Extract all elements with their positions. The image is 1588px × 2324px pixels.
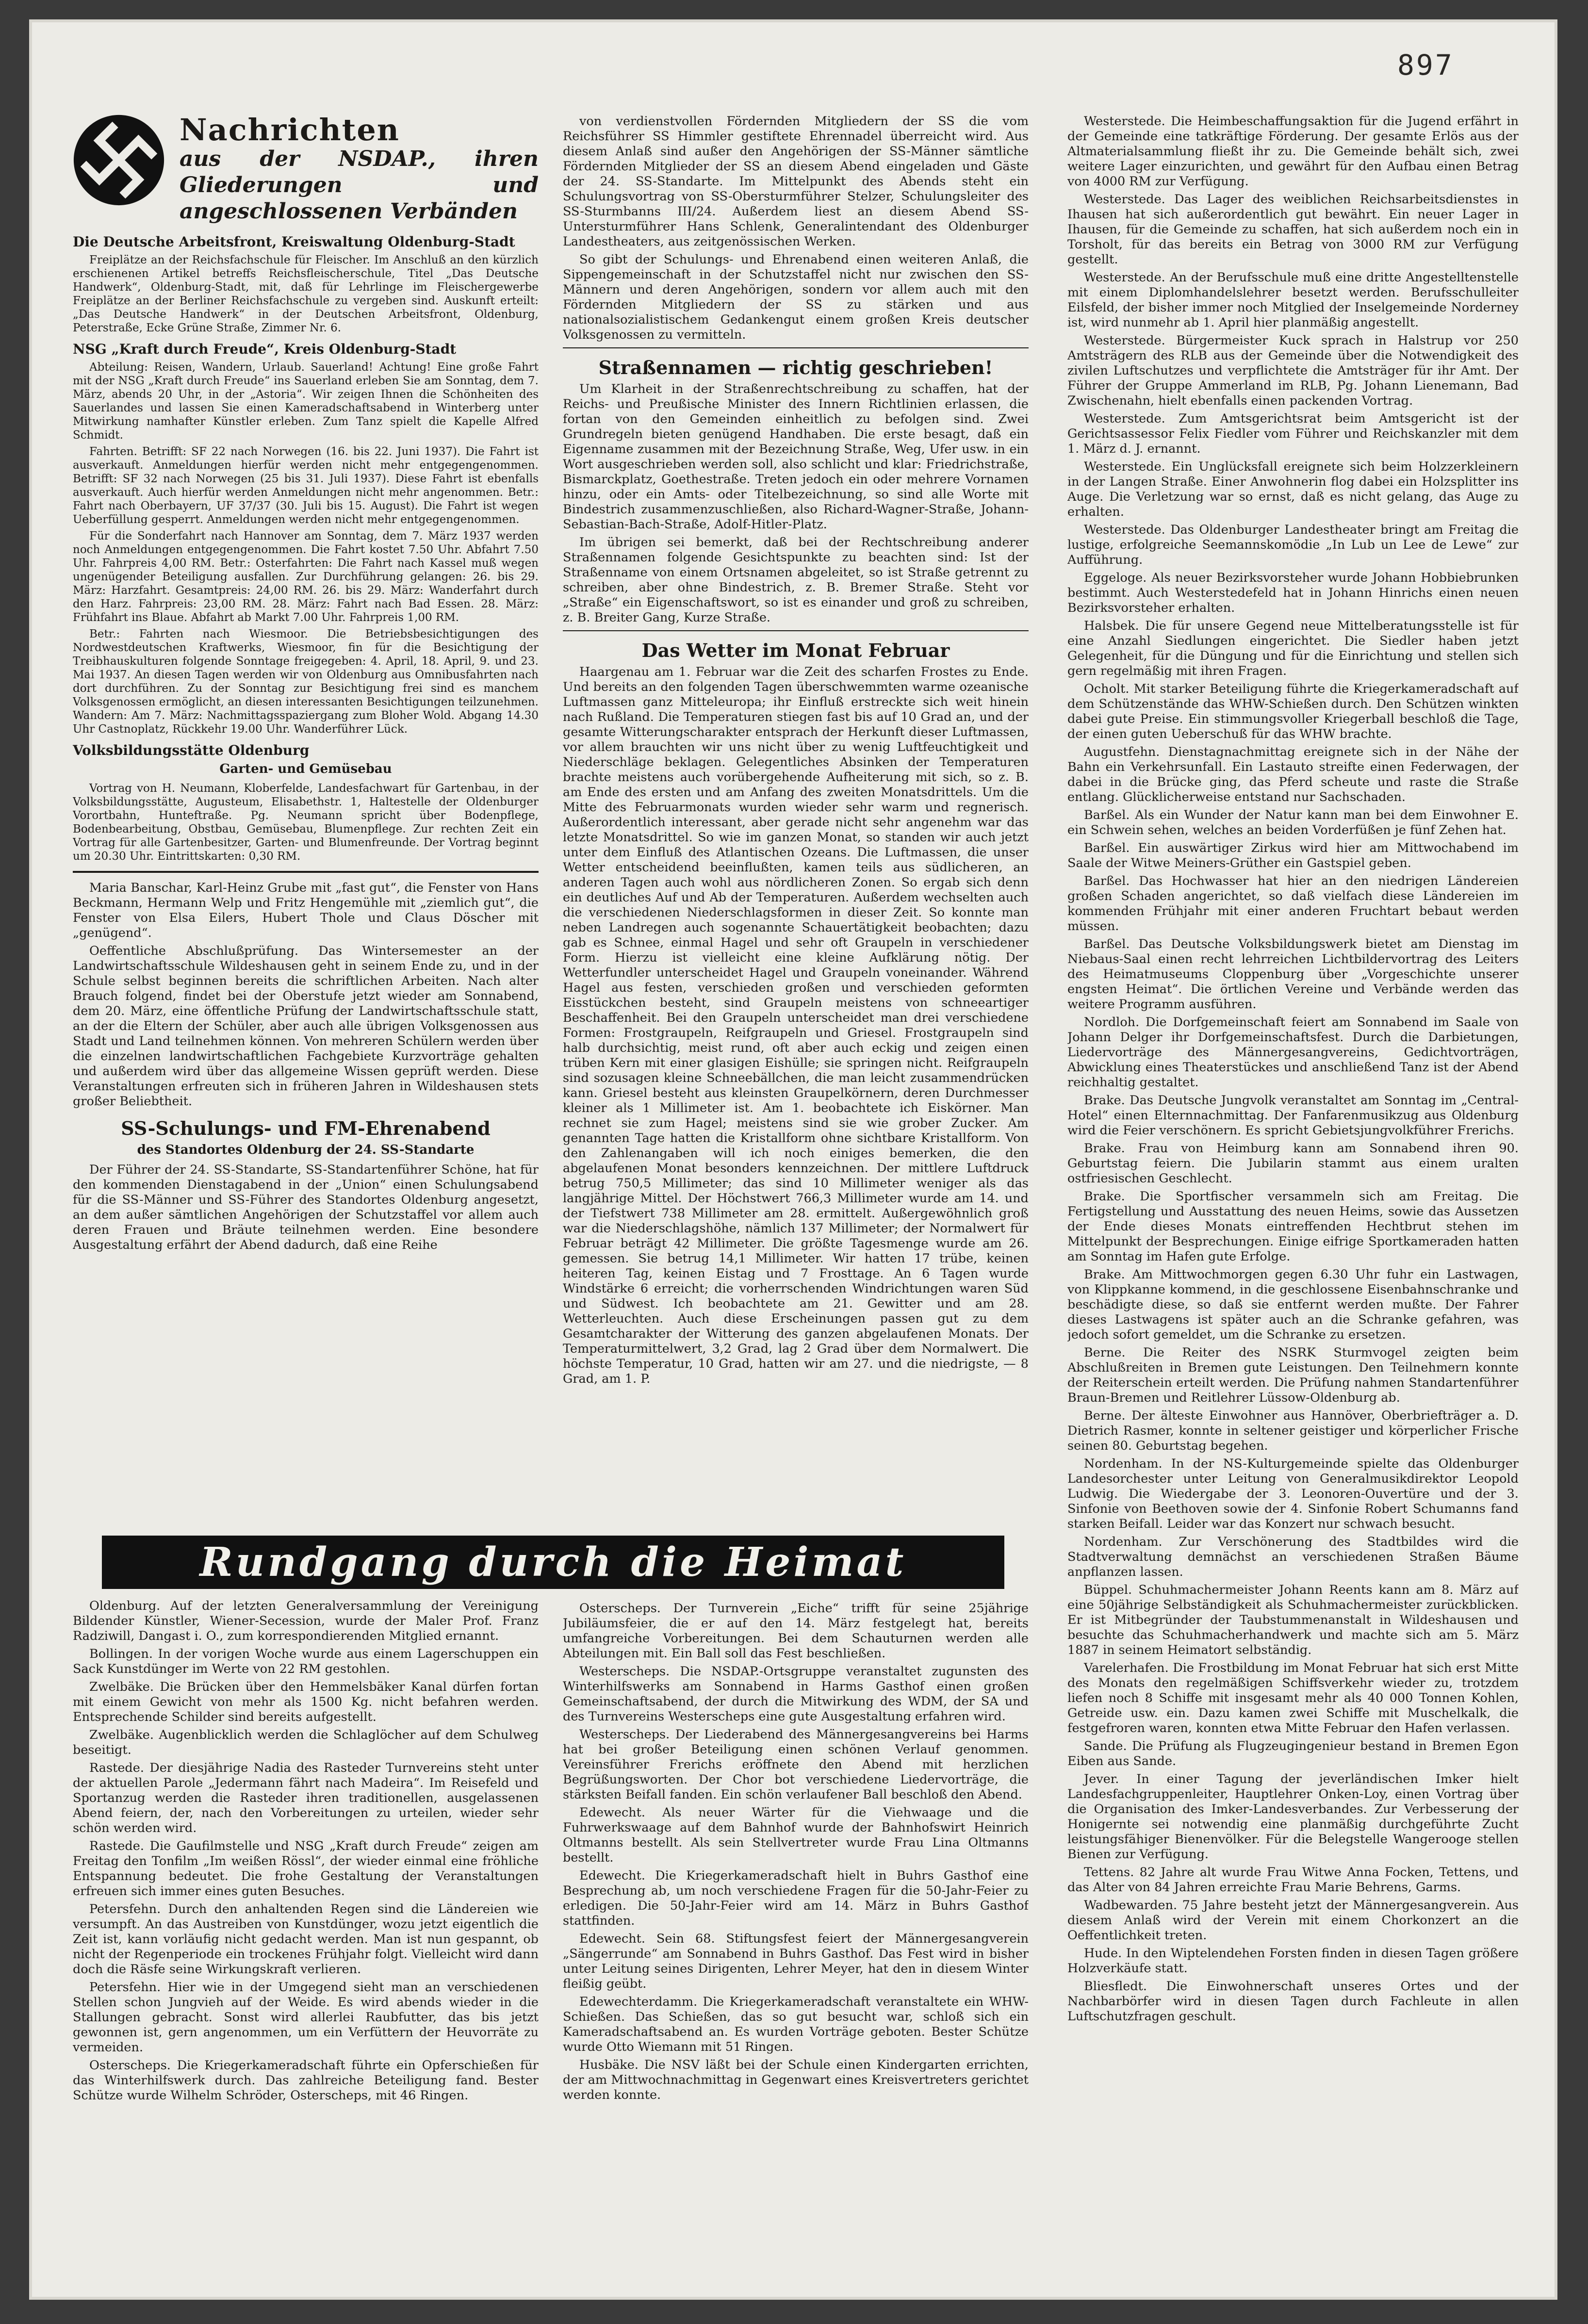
kdf-paragraph-2: Fahrten. Betrifft: SF 22 nach Norwegen (16. bis 22. Juni 1937). Die Fahrt ist ausverkauft. Anmeldungen hierfür werden nicht mehr entgegengenommen. Betrifft: SF 32 nach Norwegen (25 bis 31. Juli 1937). Diese Fahrt ist ebenfalls ausverkauft. Auch hierfür werden Anmeldungen nicht mehr angenommen. Betr.: Fahrt nach Oberbayern, UF 37/37 (30. Juli bis 15. August). Die Fahrt ist wegen Ueberfüllung gesperrt. Anmeldungen werden nicht mehr entgegengenommen. xyxy=(73,445,539,526)
weather-heading: Das Wetter im Monat Februar xyxy=(641,639,950,661)
column-3 xyxy=(1067,114,1519,2225)
ss-paragraph: Der Führer der 24. SS-Standarte, SS-Standartenführer Schöne, hat für den kommenden Dienstagabend in der „Union“ einen Schulungsabend für die SS-Männer und SS-Führer des Standortes Oldenburg angesetzt, an dem außer sämtlichen Angehörigen der Schutzstaffel vor allem auch deren Frauen und Bräute teilnehmen werden. Eine besondere Ausgestaltung erfährt der Abend dadurch, daß eine Reihe xyxy=(73,1162,539,1252)
local-news-item: Eggeloge. Als neuer Bezirksvorsteher wurde Johann Hobbiebrunken bestimmt. Auch Westerstedefeld hat in Johann Hinrichs einen neuen Bezirksvorsteher erhalten. xyxy=(1067,571,1519,615)
local-news-item: Edewecht. Die Kriegerkameradschaft hielt in Buhrs Gasthof eine Besprechung ab, um noch verschiedene Fragen für die 50-Jahr-Feier zu erledigen. Die 50-Jahr-Feier wird am 14. März in Buhrs Gasthof stattfinden. xyxy=(563,1868,1029,1928)
local-news-item: Bollingen. In der vorigen Woche wurde aus einem Lagerschuppen ein Sack Kunstdünger im Werte von 22 RM gestohlen. xyxy=(73,1647,539,1676)
local-news-item: Barßel. Das Hochwasser hat hier an den niedrigen Ländereien großen Schaden angerichtet, so daß vielfach diese Ländereien im kommenden Frühjahr mit einer anderen Fruchtart bebaut werden müssen. xyxy=(1067,874,1519,933)
local-news-item: Edewecht. Sein 68. Stiftungsfest feiert der Männergesangverein „Sängerrunde“ am Sonnabend in Buhrs Gasthof. Das Fest wird in bisher unter Leitung seines Dirigenten, Lehrer Meyer, hat den in diesem Winter fleißig geübt. xyxy=(563,1931,1029,1991)
local-news-item: Westerscheps. Der Liederabend des Männergesangvereins bei Harms hat bei großer Beteiligung einen schönen Verlauf genommen. Vereinsführer Frerichs eröffnete den Abend mit herzlichen Begrüßungsworten. Der Chor bot verschiedene Liedervorträge, die stärksten Beifall fanden. Ein schön verlaufener Ball beschloß den Abend. xyxy=(563,1727,1029,1802)
local-news-item: Westerstede. Die Heimbeschaffungsaktion für die Jugend erfährt in der Gemeinde eine tatkräftige Förderung. Der gesamte Erlös aus der Altmaterialsammlung fließt ihr zu. Die Gemeinde behält sich, zwei weitere Lager einzurichten, und gewährt für den Aufbau einen Betrag von 4000 RM zur Verfügung. xyxy=(1067,114,1519,189)
local-news-item: Nordenham. Zur Verschönerung des Stadtbildes wird die Stadtverwaltung demnächst an verschiedenen Straßen Bäume anpflanzen lassen. xyxy=(1067,1535,1519,1579)
local-news-item: Westerstede. Das Oldenburger Landestheater bringt am Freitag die lustige, erfolgreiche Seemannskomödie „In Lub un Lee de Lewe“ zur Aufführung. xyxy=(1067,523,1519,567)
local-news-item: Petersfehn. Hier wie in der Umgegend sieht man an verschiedenen Stellen schon Jungvieh auf der Weide. Es wird abends wieder in die Stallungen gebracht. Sonst wird allerlei Raubfutter, das bis jetzt gewonnen ist, gern angenommen, um ein Verfüttern der Heuvorräte zu vermeiden. xyxy=(73,1980,539,2055)
lower-column-2 xyxy=(563,1601,1029,2251)
local-news-item: Osterscheps. Die Kriegerkameradschaft führte ein Opferschießen für das Winterhilfswerk durch. Das zahlreiche Beteiligung fand. Bester Schütze wurde Wilhelm Schröder, Osterscheps, mit 46 Ringen. xyxy=(73,2058,539,2103)
local-news-item: Oldenburg. Auf der letzten Generalversammlung der Vereinigung Bildender Künstler, Wiener-Secession, wurde der Maler Prof. Franz Radziwill, Dangast i. O., zum korrespondierenden Mitglied ernannt. xyxy=(73,1599,539,1643)
section-divider xyxy=(563,347,1029,348)
streets-paragraph-1: Um Klarheit in der Straßenrechtschreibung zu schaffen, hat der Reichs- und Preußische Minister des Innern Richtlinien erlassen, die fortan von den Gemeinden einheitlich zu befolgen sind. Zwei Grundregeln bieten genügend Handhaben. Die erste besagt, daß ein Eigenname zusammen mit der Bezeichnung Straße, Weg, Ufer usw. in ein Wort ausgeschrieben werden soll, also schlicht und klar: Friedrichstraße, Bismarckplatz, Goethestraße. Treten jedoch ein oder mehrere Vornamen hinzu, oder ein Amts- oder Titelbezeichnung, so sind alle Worte mit Bindestrich zusammenzuschließen, also Richard-Wagner-Straße, Johann-Sebastian-Bach-Straße, Adolf-Hitler-Platz. xyxy=(563,382,1029,532)
streets-paragraph-2: Im übrigen sei bemerkt, daß bei der Rechtschreibung anderer Straßennamen folgende Gesichtspunkte zu beachten sind: Ist der Straßenname von einem Ortsnamen abgeleitet, so ist Straße getrennt zu schreiben, aber ohne Bindestrich, z. B. Bremer Straße. Steht vor „Straße“ ein Eigenschaftswort, so ist es einander und groß zu schreiben, z. B. Breiter Gang, Kurze Straße. xyxy=(563,535,1029,625)
local-news-item: Nordloh. Die Dorfgemeinschaft feiert am Sonnabend im Saale von Johann Delger ihr Dorfgemeinschaftsfest. Durch die Darbietungen, Liedervorträge des Männergesangvereins, Gedichtvorträgen, Abwicklung eines Theaterstückes und anschließend Tanz ist der Abend reichhaltig gestaltet. xyxy=(1067,1015,1519,1090)
local-news-item: Jever. In einer Tagung der jeverländischen Imker hielt Landesfachgruppenleiter, Hauptlehrer Onken-Loy, einen Vortrag über die Organisation des Imker-Landesverbandes. Zur Verbesserung der Honigernte sei notwendig eine planmäßig durchgeführte Zucht leistungsfähiger Bienenvölker. Für die Belegstelle Wangerooge stellen Bienen zur Verfügung. xyxy=(1067,1772,1519,1862)
column-2 xyxy=(563,114,1029,1400)
local-news-item: Rastede. Die Gaufilmstelle und NSG „Kraft durch Freude“ zeigen am Freitag den Tonfilm „Im weißen Rössl“, der wieder einmal eine fröhliche Entspannung bedeutet. Die frohe Gestaltung der Veranstaltungen erfreuen sich immer eines guten Besuches. xyxy=(73,1839,539,1898)
local-news-item: Westerstede. Zum Amtsgerichtsrat beim Amtsgericht ist der Gerichtsassessor Felix Fiedler vom Führer und Reichskanzler mit dem 1. März d. J. ernannt. xyxy=(1067,411,1519,456)
local-news-item: Brake. Frau von Heimburg kann am Sonnabend ihren 90. Geburtstag feiern. Die Jubilarin stammt aus einem uralten ostfriesischen Geschlecht. xyxy=(1067,1141,1519,1186)
local-news-item: Halsbek. Die für unsere Gegend neue Mittelberatungsstelle ist für eine Anzahl Siedlungen eingerichtet. Die Siedler haben jetzt Gelegenheit, für die Düngung und für die Einrichtung und stellen sich gern regelmäßig mit ihren Fragen. xyxy=(1067,619,1519,678)
local-news-item: Osterscheps. Der Turnverein „Eiche“ trifft für seine 25jährige Jubiläumsfeier, die er auf den 14. März festgelegt hat, bereits umfangreiche Vorbereitungen. Bei dem Schauturnen werden alle Abteilungen mit. Ein Ball soll das Fest beschließen. xyxy=(563,1601,1029,1661)
local-news-item: Barßel. Als ein Wunder der Natur kann man bei dem Einwohner E. ein Schwein sehen, welches an beiden Vorderfüßen je fünf Zehen hat. xyxy=(1067,808,1519,837)
vbs-heading: Volksbildungsstätte Oldenburg xyxy=(73,742,310,758)
local-news-item: Brake. Am Mittwochmorgen gegen 6.30 Uhr fuhr ein Lastwagen, von Klippkanne kommend, in die geschlossene Eisenbahnschranke und beschädigte diese, so daß sie entfernt werden mußte. Der Fahrer dieses Lastwagens ist später auch an die Schranke gefahren, was jedoch sofort gemeldet, um die Schranke zu ersetzen. xyxy=(1067,1267,1519,1342)
local-news-item: Ocholt. Mit starker Beteiligung führte die Kriegerkameradschaft auf dem Schützenstände das WHW-Schießen durch. Den Schützen winkten dabei gute Preise. Ein stimmungsvoller Kriegerball beschloß die Tage, der einen guten Ueberschuß für das WHW brachte. xyxy=(1067,682,1519,741)
school-paragraph-1: Maria Banschar, Karl-Heinz Grube mit „fast gut“, die Fenster von Hans Beckmann, Hermann Welp und Fritz Hengemühle mit „ziemlich gut“, die Fenster von Elsa Eilers, Hubert Thole und Claus Döscher mit „genügend“. xyxy=(73,881,539,940)
masthead-subtitle: aus der NSDAP., ihren Gliederungen und angeschlossenen Verbänden xyxy=(180,147,539,224)
kdf-paragraph-1: Abteilung: Reisen, Wandern, Urlaub. Sauerland! Achtung! Eine große Fahrt mit der NSG „Kraft durch Freude“ ins Sauerland erleben Sie am Sonntag, dem 7. März, abends 20 Uhr, in der „Astoria“. Wir zeigen Ihnen die Schönheiten des Sauerlandes und lassen Sie einen Kameradschaftsabend in Winterberg unter Mitwirkung namhafter Künstler erleben. Zum Tanz spielt die Kapelle Alfred Schmidt. xyxy=(73,361,539,442)
weather-paragraph: Haargenau am 1. Februar war die Zeit des scharfen Frostes zu Ende. Und bereits an den folgenden Tagen überschwemmten warme ozeanische Luftmassen ganz Mitteleuropa; ihr Einfluß erstreckte sich weit hinein nach Rußland. Die Temperaturen stiegen fast bis auf 10 Grad an, und der gesamte Witterungscharakter entsprach der Herkunft dieser Luftmassen, vor allem brauchten wir uns nicht über zu wenig Luftfeuchtigkeit und Niederschläge beklagen. Gelegentliches Absinken der Temperaturen brachte meistens auch vorübergehende Aufheiterung mit sich, so z. B. am Ende des ersten und am Anfang des zweiten Monatsdrittels. Um die Mitte des Februarmonats wurden wieder sehr warm und regnerisch. Außerordentlich interessant, aber gerade nicht sehr angenehm war das letzte Monatsdrittel. So wie im ganzen Monat, so standen wir auch jetzt unter dem Einfluß des Atlantischen Ozeans. Die Luftmassen, die unser Wetter entscheidend beeinflußten, kamen teils aus südlicheren, an anderen Tagen auch wohl aus nördlicheren Zonen. So ergab sich denn ein deutliches Auf und Ab der Temperaturen. Außerdem wechselten auch die verschiedenen Niederschlagsformen in dieser Zeit. So konnte man neben Landregen auch sogenannte Schauertätigkeit beobachten; dazu gab es Schnee, einmal Hagel und sehr oft Graupeln in verschiedener Form. Hierzu ist vielleicht eine kleine Aufklärung nötig. Der Wetterfundler unterscheidet Hagel und Graupeln voneinander. Während Hagel aus festen, verschieden großen und verschieden geformten Eisstückchen besteht, sind Graupeln meistens von schneeartiger Beschaffenheit. Bei den Graupeln unterscheidet man drei verschiedene Formen: Frostgraupeln, Reifgraupeln und Griesel. Frostgraupeln sind halb durchsichtig, meist rund, oft aber auch eckig und zeigen einen trüben Kern mit einer glasigen Eishülle; sie springen nicht. Reifgraupeln sind sozusagen kleine Schneebällchen, die man leicht zusammendrücken kann. Griesel besteht aus kleinsten Graupelkörnern, deren Durchmesser kleiner als 1 Millimeter ist. Am 1. beobachtete ich Eiskörner. Man rechnet sie zum Hagel; meistens sind sie wie grober Zucker. Am genannten Tage hatten die Kristallform ohne sichtbare Kristallform. Von den Zahlenangaben will ich noch einiges bemerken, die den abgelaufenen Monat besonders kennzeichnen. Der mittlere Luftdruck betrug 750,5 Millimeter; das sind 10 Millimeter weniger als das langjährige Mittel. Der Höchstwert 766,3 Millimeter wurde am 14. und der Tiefstwert 738 Millimeter am 28. ermittelt. Außergewöhnlich groß war die Niederschlagshöhe, nämlich 137 Millimeter; der Normalwert für Februar beträgt 42 Millimeter. Die größte Tagesmenge wurde am 26. gemessen. Sie betrug 14,1 Millimeter. Wir hatten 17 trübe, keinen heiteren Tag, keinen Eistag und 7 Frosttage. An 6 Tagen wurde Windstärke 6 erreicht; die vorherrschenden Windrichtungen waren Süd und Südwest. Ich beobachtete am 21. Gewitter und am 28. Wetterleuchten. Auch diese Erscheinungen passen gut zu dem Gesamtcharakter der Witterung des ganzen abgelaufenen Monats. Der Temperaturmittelwert, 3,2 Grad, lag 2 Grad über dem Normalwert. Die höchste Temperatur, 10 Grad, hatten wir am 27. und die niedrigste, — 8 Grad, am 1. P. xyxy=(563,665,1029,1386)
local-news-item: Brake. Das Deutsche Jungvolk veranstaltet am Sonntag im „Central-Hotel“ einen Elternnachmittag. Der Fanfarenmusikzug aus Oldenburg wird die Feier verschönern. Es spricht Gebietsjungvolkführer Frerichs. xyxy=(1067,1093,1519,1138)
local-news-item: Wadbewarden. 75 Jahre besteht jetzt der Männergesangverein. Aus diesem Anlaß wird der Verein mit einem Chorkonzert an die Oeffentlichkeit treten. xyxy=(1067,1898,1519,1943)
local-news-item: Westerscheps. Die NSDAP.-Ortsgruppe veranstaltet zugunsten des Winterhilfswerks am Sonnabend in Harms Gasthof einen großen Gemeinschaftsabend, der durch die Mitwirkung des WDM, der SA und des Turnvereins Westerscheps eine gute Ausgestaltung erfahren wird. xyxy=(563,1664,1029,1724)
school-paragraph-2: Oeffentliche Abschlußprüfung. Das Wintersemester an der Landwirtschaftsschule Wildeshausen geht in seinem Ende zu, und in der Schule selbst beginnen bereits die schriftlichen Arbeiten. Nach alter Brauch folgend, findet bei der Oberstufe jetzt wieder am Sonnabend, dem 20. März, eine öffentliche Prüfung der Landwirtschaftsschule statt, an der die Eltern der Schüler, aber auch alle übrigen Volksgenossen aus Stadt und Land teilnehmen können. Von mehreren Schülern werden über die einzelnen landwirtschaftlichen Fachgebiete Kurzvorträge gehalten und außerdem wird über das allgemeine Wissen geprüft werden. Diese Veranstaltungen erfreuten sich in früheren Jahren in Wildeshausen stets großer Beliebtheit. xyxy=(73,944,539,1109)
local-news-item: Barßel. Das Deutsche Volksbildungswerk bietet am Dienstag im Niebaus-Saal einen recht lehrreichen Lichtbildervortrag des Leiters des Heimatmuseums Cloppenburg über „Vorgeschichte unserer engsten Heimat“. Die örtlichen Vereine und Verbände werden das weitere Programm ausführen. xyxy=(1067,937,1519,1012)
local-news-item: Westerstede. Ein Unglücksfall ereignete sich beim Holzzerkleinern in der Langen Straße. Einer Anwohnerin flog dabei ein Holzsplitter ins Auge. Die Verletzung war so ernst, daß es nicht gelang, das Auge zu erhalten. xyxy=(1067,459,1519,519)
local-news-item: Bliesfledt. Die Einwohnerschaft unseres Ortes und der Nachbarbörfer wird in diesen Tagen durch Fachleute in allen Luftschutzfragen geschult. xyxy=(1067,1979,1519,2024)
local-news-item: Zwelbäke. Augenblicklich werden die Schlaglöcher auf dem Schulweg beseitigt. xyxy=(73,1728,539,1757)
section-banner: Rundgang durch die Heimat xyxy=(102,1536,1004,1589)
local-news-item: Husbäke. Die NSV läßt bei der Schule einen Kindergarten errichten, der am Mittwochnachmittag in Gegenwart eines Kreisvertreters gerichtet werden konnte. xyxy=(563,2058,1029,2102)
local-news-item: Rastede. Der diesjährige Nadia des Rasteder Turnvereins steht unter der aktuellen Parole „Jedermann fährt nach Madeira“. Im Reisefeld und Sportanzug werden die Rasteder ihren traditionellen, ausgelassenen Abend feiern, der, nach den Vorbereitungen zu urteilen, wieder sehr schön werden wird. xyxy=(73,1761,539,1835)
ss-heading: SS-Schulungs- und FM-Ehrenabend xyxy=(121,1117,491,1139)
lower-column-1 xyxy=(73,1599,539,2249)
local-news-item: Tettens. 82 Jahre alt wurde Frau Witwe Anna Focken, Tettens, und das Alter von 84 Jahren erreichte Frau Marie Behrens, Garms. xyxy=(1067,1865,1519,1895)
local-news-item: Berne. Die Reiter des NSRK Sturmvogel zeigten beim Abschlußreiten in Bremen gute Leistungen. Den Teilnehmern konnte der Reiterschein erteilt werden. Die Prüfung nahmen Standartenführer Braun-Bremen und Reitlehrer Lüssow-Oldenburg ab. xyxy=(1067,1345,1519,1405)
ss-continued-paragraph-2: So gibt der Schulungs- und Ehrenabend einen weiteren Anlaß, die Sippengemeinschaft in der Schutzstaffel nicht nur zwischen den SS-Männern und deren Angehörigen, sondern vor allem auch mit den Fördernden Mitgliedern der SS zu stärken und aus nationalsozialistischem Gedankengut einem großen Kreis deutscher Volksgenossen zu vermitteln. xyxy=(563,252,1029,342)
kdf-paragraph-3: Für die Sonderfahrt nach Hannover am Sonntag, dem 7. März 1937 werden noch Anmeldungen entgegengenommen. Die Fahrt kostet 7.50 Uhr. Abfahrt 7.50 Uhr. Fahrpreis 4,00 RM. Betr.: Osterfahrten: Die Fahrt nach Kassel muß wegen ungenügender Beteiligung ausfallen. Zur Durchführung gelangen: 26. bis 29. März: Harzfahrt. Gesamtpreis: 24,00 RM. 26. bis 29. März: Wanderfahrt durch den Harz. Fahrpreis: 23,00 RM. 28. März: Fahrt nach Bad Essen. 28. März: Frühfahrt ins Blaue. Abfahrt ab Markt 7.00 Uhr. Fahrpreis 1,00 RM. xyxy=(73,530,539,624)
masthead xyxy=(73,114,539,225)
local-news-item: Varelerhafen. Die Frostbildung im Monat Februar hat sich erst Mitte des Monats den regelmäßigen Schiffsverkehr wieder zu, trotzdem liefen noch 8 Schiffe mit insgesamt mehr als 40 000 Tonnen Kohlen, Getreide usw. ein. Dazu kamen zwei Schiffe mit Muschelkalk, die festgefroren waren, konnten etwa Mitte Februar den Hafen verlassen. xyxy=(1067,1661,1519,1735)
masthead-title: Nachrichten xyxy=(180,114,400,147)
daf-heading: Die Deutsche Arbeitsfront, Kreiswaltung Oldenburg-Stadt xyxy=(73,234,515,250)
streets-heading: Straßennamen — richtig geschrieben! xyxy=(598,357,993,378)
local-news-item: Edewecht. Als neuer Wärter für die Viehwaage und die Fuhrwerkswaage auf dem Bahnhof wurde der Bahnhofswirt Heinrich Oltmanns bestellt. Als sein Stellvertreter wurde Frau Lina Oltmanns bestellt. xyxy=(563,1805,1029,1865)
local-news-item: Büppel. Schuhmachermeister Johann Reents kann am 8. März auf eine 50jährige Selbständigkeit als Schuhmachermeister zurückblicken. Er ist Mitbegründer der Taubstummenanstalt in Wildeshausen und besuchte das Schuhmacherhandwerk und machte sich am 5. März 1887 in seinem Heimatort selbständig. xyxy=(1067,1583,1519,1657)
local-news-item: Augustfehn. Dienstagnachmittag ereignete sich in der Nähe der Bahn ein Verkehrsunfall. Ein Lastauto streifte einen Federwagen, der dabei in die Brücke ging, das Pferd scheute und raste die Straße entlang. Glücklicherweise entstand nur Sachschaden. xyxy=(1067,745,1519,804)
local-news-item: Brake. Die Sportfischer versammeln sich am Freitag. Die Fertigstellung und Ausstattung des neuen Heims, sowie das Aussetzen der Ende dieses Monats eintreffenden Hechtbrut stehen im Mittelpunkt der Besprechungen. Einige eifrige Sportkameraden hatten am Sonntag im Hafen gute Erfolge. xyxy=(1067,1189,1519,1264)
local-news-item: Hude. In den Wiptelendehen Forsten finden in diesen Tagen größere Holzverkäufe statt. xyxy=(1067,1946,1519,1976)
page-number: 897 xyxy=(1397,49,1454,82)
party-emblem-icon xyxy=(73,114,165,206)
local-news-item: Edewechterdamm. Die Kriegerkameradschaft veranstaltete ein WHW-Schießen. Das Schießen, das so gut besucht war, schloß sich ein Kameradschaftsabend an. Es wurden Vorträge geboten. Bester Schütze wurde Otto Wiemann mit 51 Ringen. xyxy=(563,1995,1029,2054)
local-news-item: Westerstede. Bürgermeister Kuck sprach in Halstrup vor 250 Amtsträgern des RLB aus der Gemeinde über die Notwendigkeit des zivilen Luftschutzes und verpflichtete die Amtsträger für ihr Amt. Der Führer der Gruppe Ammerland im RLB, Pg. Johann Lienemann, Bad Zwischenahn, hielt ebenfalls einen packenden Vortrag. xyxy=(1067,333,1519,408)
local-news-item: Zwelbäke. Die Brücken über den Hemmelsbäker Kanal dürfen fortan mit einem Gewicht von mehr als 1500 Kg. nicht befahren werden. Entsprechende Schilder sind bereits aufgestellt. xyxy=(73,1680,539,1724)
local-news-item: Berne. Der älteste Einwohner aus Hannöver, Oberbriefträger a. D. Dietrich Rasmer, konnte in seltener geistiger und körperlicher Frische seinen 80. Geburtstag begehen. xyxy=(1067,1408,1519,1453)
column-1 xyxy=(73,114,539,1346)
kdf-paragraph-4: Betr.: Fahrten nach Wiesmoor. Die Betriebsbesichtigungen des Nordwestdeutschen Kraftwerks, Wiesmoor, fin für die Besichtigung der Treibhauskulturen folgende Sonntage freigegeben: 4. April, 18. April, 9. und 23. Mai 1937. An diesen Tagen werden wir von Oldenburg aus Omnibusfahrten nach dort durchführen. Zu der Sonntag zur Besichtigung frei sind es manchem Volksgenossen ermöglicht, an diesen interessanten Besichtigungen teilzunehmen. Wandern: Am 7. März: Nachmittagsspaziergang zum Bloher Wold. Abgang 14.30 Uhr Castnoplatz, Rückkehr 19.00 Uhr. Wanderführer Lück. xyxy=(73,628,539,736)
ss-subheading: des Standortes Oldenburg der 24. SS-Standarte xyxy=(137,1143,475,1157)
section-divider xyxy=(73,871,539,873)
kdf-heading: NSG „Kraft durch Freude“, Kreis Oldenburg-Stadt xyxy=(73,341,457,357)
daf-paragraph: Freiplätze an der Reichsfachschule für Fleischer. Im Anschluß an den kürzlich erschienenen Artikel betreffs Reichsfleischerschule, Titel „Das Deutsche Handwerk“, Oldenburg-Stadt, mit, daß für Lehrlinge im Fleischergewerbe Freiplätze an der Berliner Reichsfachschule zu vergeben sind. Auskunft erteilt: „Das Deutsche Handwerk“ in der Deutschen Arbeitsfront, Oldenburg, Peterstraße, Ecke Grüne Straße, Zimmer Nr. 6. xyxy=(73,254,539,334)
section-divider xyxy=(563,630,1029,631)
vbs-paragraph: Vortrag von H. Neumann, Kloberfelde, Landesfachwart für Gartenbau, in der Volksbildungsstätte, Augusteum, Elisabethstr. 1, Haltestelle der Oldenburger Vorortbahn, Hunteftraße. Pg. Neumann spricht über Bodenpflege, Bodenbearbeitung, Obstbau, Gemüsebau, Blumenpflege. Zur rechten Zeit ein Vortrag für alle Gartenbesitzer, Garten- und Blumenfreunde. Der Vortrag beginnt um 20.30 Uhr. Eintrittskarten: 0,30 RM. xyxy=(73,782,539,863)
ss-continued-paragraph-1: von verdienstvollen Fördernden Mitgliedern der SS die vom Reichsführer SS Himmler gestiftete Ehrennadel überreicht wird. Aus diesem Anlaß sind außer den Angehörigen der SS-Männer sämtliche Fördernden Mitglieder der SS an diesem Abend eingeladen und Gäste der 24. SS-Standarte. Im Mittelpunkt des Abends steht ein Schulungsvortrag von SS-Obersturmführer Stelzer, Schulungsleiter des SS-Sturmbanns III/24. Außerdem liest an diesem Abend SS-Untersturmführer Hans Schlenk, Generalintendant des Oldenburger Landestheaters, aus zeitgenössischen Werken. xyxy=(563,114,1029,249)
local-news-item: Nordenham. In der NS-Kulturgemeinde spielte das Oldenburger Landesorchester unter Leitung von Generalmusikdirektor Leopold Ludwig. Die Wiedergabe der 3. Leonoren-Ouvertüre und der 3. Sinfonie von Beethoven sowie der 4. Sinfonie Robert Schumanns fand starken Beifall. Leider war das Konzert nur schwach besucht. xyxy=(1067,1457,1519,1531)
newspaper-page xyxy=(29,19,1557,2300)
vbs-subheading: Garten- und Gemüsebau xyxy=(219,762,392,776)
local-news-item: Barßel. Ein auswärtiger Zirkus wird hier am Mittwochabend im Saale der Witwe Meiners-Grüther ein Gastspiel geben. xyxy=(1067,841,1519,870)
local-news-item: Westerstede. Das Lager des weiblichen Reichsarbeitsdienstes in Ihausen hat sich außerordentlich gut bewährt. Ein neuer Lager in Ihausen, für die Gemeinde zu schaffen, hat sich außerdem noch ein in Torsholt, für das bereits ein Betrag von 3000 RM zur Verfügung gestellt. xyxy=(1067,192,1519,267)
local-news-item: Sande. Die Prüfung als Flugzeugingenieur bestand in Bremen Egon Eiben aus Sande. xyxy=(1067,1739,1519,1768)
local-news-item: Westerstede. An der Berufsschule muß eine dritte Angestelltenstelle mit einem Diplomhandelslehrer besetzt werden. Berufsschulleiter Eilsfeld, der bisher immer noch Mitglied der Inselgemeinde Norderney ist, wird nunmehr ab 1. April hier planmäßig angestellt. xyxy=(1067,270,1519,330)
local-news-item: Petersfehn. Durch den anhaltenden Regen sind die Ländereien wie versumpft. An das Austreiben von Kunstdünger, wozu jetzt eigentlich die Zeit ist, kann vorläufig nicht gedacht werden. Man ist nun gespannt, ob nicht der Regenperiode ein trockenes Frühjahr folgt. Vielleicht wird dann doch die Räsfe seine Wirkungskraft verlieren. xyxy=(73,1902,539,1977)
